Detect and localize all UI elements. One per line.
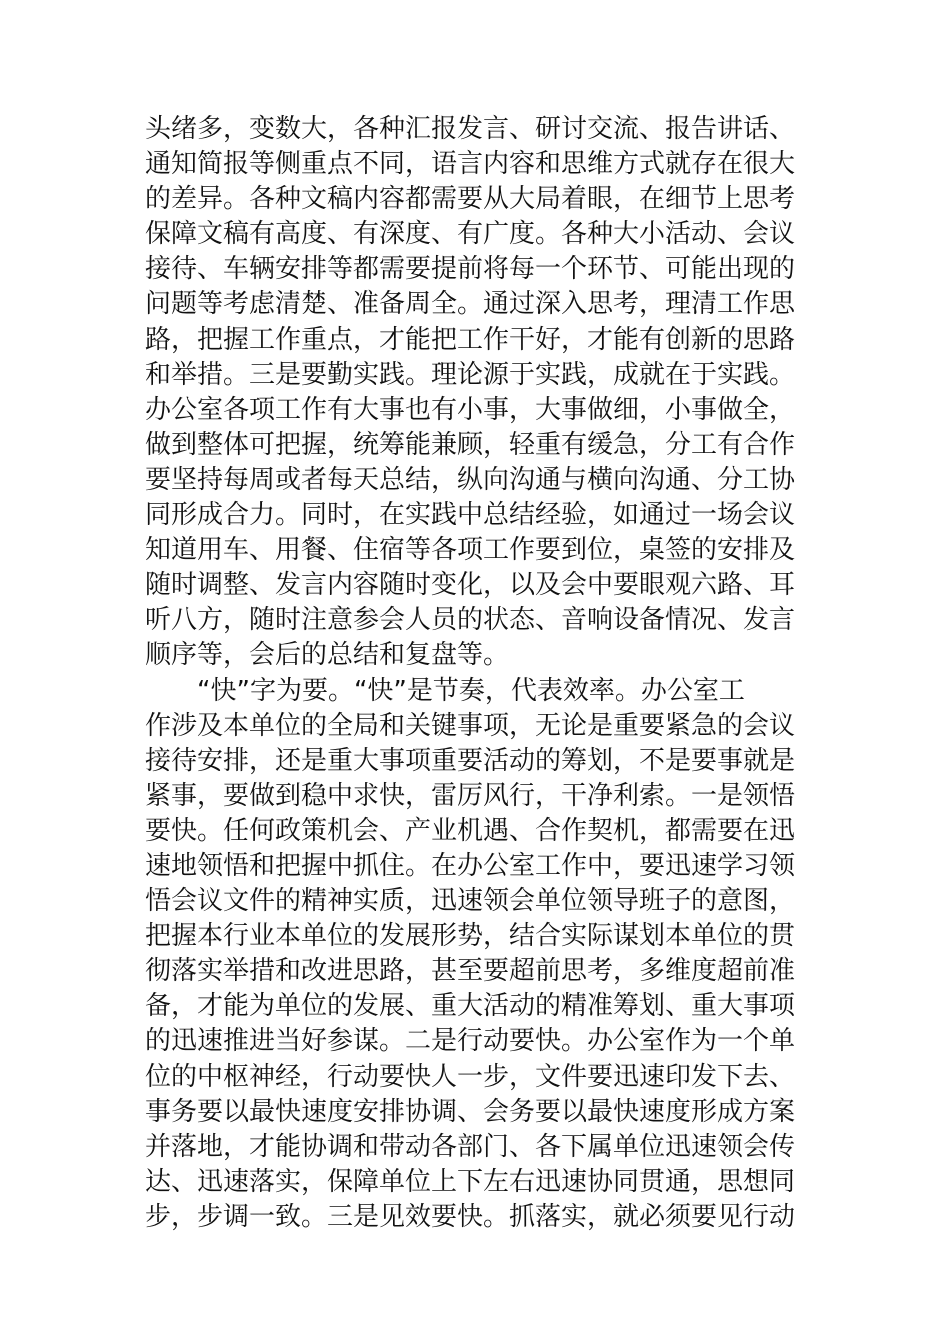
text-line: 办公室各项工作有大事也有小事，大事做细，小事做全， <box>145 394 796 425</box>
text-line: 彻落实举措和改进思路，甚至要超前思考，多维度超前准 <box>145 956 796 987</box>
text-line: 问题等考虑清楚、准备周全。通过深入思考，理清工作思 <box>145 289 796 320</box>
body-text <box>145 112 815 1235</box>
text-line: 的迅速推进当好参谋。二是行动要快。办公室作为一个单 <box>145 1026 796 1057</box>
text-line: 随时调整、发言内容随时变化，以及会中要眼观六路、耳 <box>145 570 796 601</box>
text-line: 通知简报等侧重点不同，语言内容和思维方式就存在很大 <box>145 149 796 180</box>
text-line: 同形成合力。同时，在实践中总结经验，如通过一场会议 <box>145 500 796 531</box>
text-line: 做到整体可把握，统筹能兼顾，轻重有缓急，分工有合作 <box>145 429 796 460</box>
text-line: 接待安排，还是重大事项重要活动的筹划，不是要事就是 <box>145 745 796 776</box>
text-line: 事务要以最快速度安排协调、会务要以最快速度形成方案 <box>145 1096 796 1127</box>
text-line: 紧事，要做到稳中求快，雷厉风行，干净利索。一是领悟 <box>145 780 796 811</box>
text-line: 顺序等，会后的总结和复盘等。 <box>145 640 510 671</box>
text-line: 速地领悟和把握中抓住。在办公室工作中，要迅速学习领 <box>145 850 796 881</box>
text-line: 听八方，随时注意参会人员的状态、音响设备情况、发言 <box>145 605 796 636</box>
text-line: 和举措。三是要勤实践。理论源于实践，成就在于实践。 <box>145 359 796 390</box>
text-line: 知道用车、用餐、住宿等各项工作要到位，桌签的安排及 <box>145 535 796 566</box>
text-line: 达、迅速落实，保障单位上下左右迅速协同贯通，思想同 <box>145 1166 796 1197</box>
text-line: 头绪多，变数大，各种汇报发言、研讨交流、报告讲话、 <box>145 114 796 144</box>
text-line: 要坚持每周或者每天总结，纵向沟通与横向沟通、分工协 <box>145 464 796 495</box>
text-line: 悟会议文件的精神实质，迅速领会单位领导班子的意图， <box>145 886 796 917</box>
paragraph-start-line: “快”字为要。“快”是节奏，代表效率。办公室工 <box>145 675 745 706</box>
text-line: 把握本行业本单位的发展形势，结合实际谋划本单位的贯 <box>145 921 796 952</box>
text-line: 要快。任何政策机会、产业机遇、合作契机，都需要在迅 <box>145 815 796 846</box>
text-line: 路，把握工作重点，才能把工作干好，才能有创新的思路 <box>145 324 796 355</box>
text-line: 作涉及本单位的全局和关键事项，无论是重要紧急的会议 <box>145 710 796 741</box>
text-line: 接待、车辆安排等都需要提前将每一个环节、可能出现的 <box>145 254 796 285</box>
text-line: 保障文稿有高度、有深度、有广度。各种大小活动、会议 <box>145 219 796 250</box>
text-line: 位的中枢神经，行动要快人一步，文件要迅速印发下去、 <box>145 1061 796 1092</box>
text-line: 步，步调一致。三是见效要快。抓落实，就必须要见行动 <box>145 1201 796 1232</box>
text-line: 的差异。各种文稿内容都需要从大局着眼，在细节上思考 <box>145 184 796 215</box>
text-line: 备，才能为单位的发展、重大活动的精准筹划、重大事项 <box>145 991 796 1022</box>
text-line: 并落地，才能协调和带动各部门、各下属单位迅速领会传 <box>145 1131 796 1162</box>
